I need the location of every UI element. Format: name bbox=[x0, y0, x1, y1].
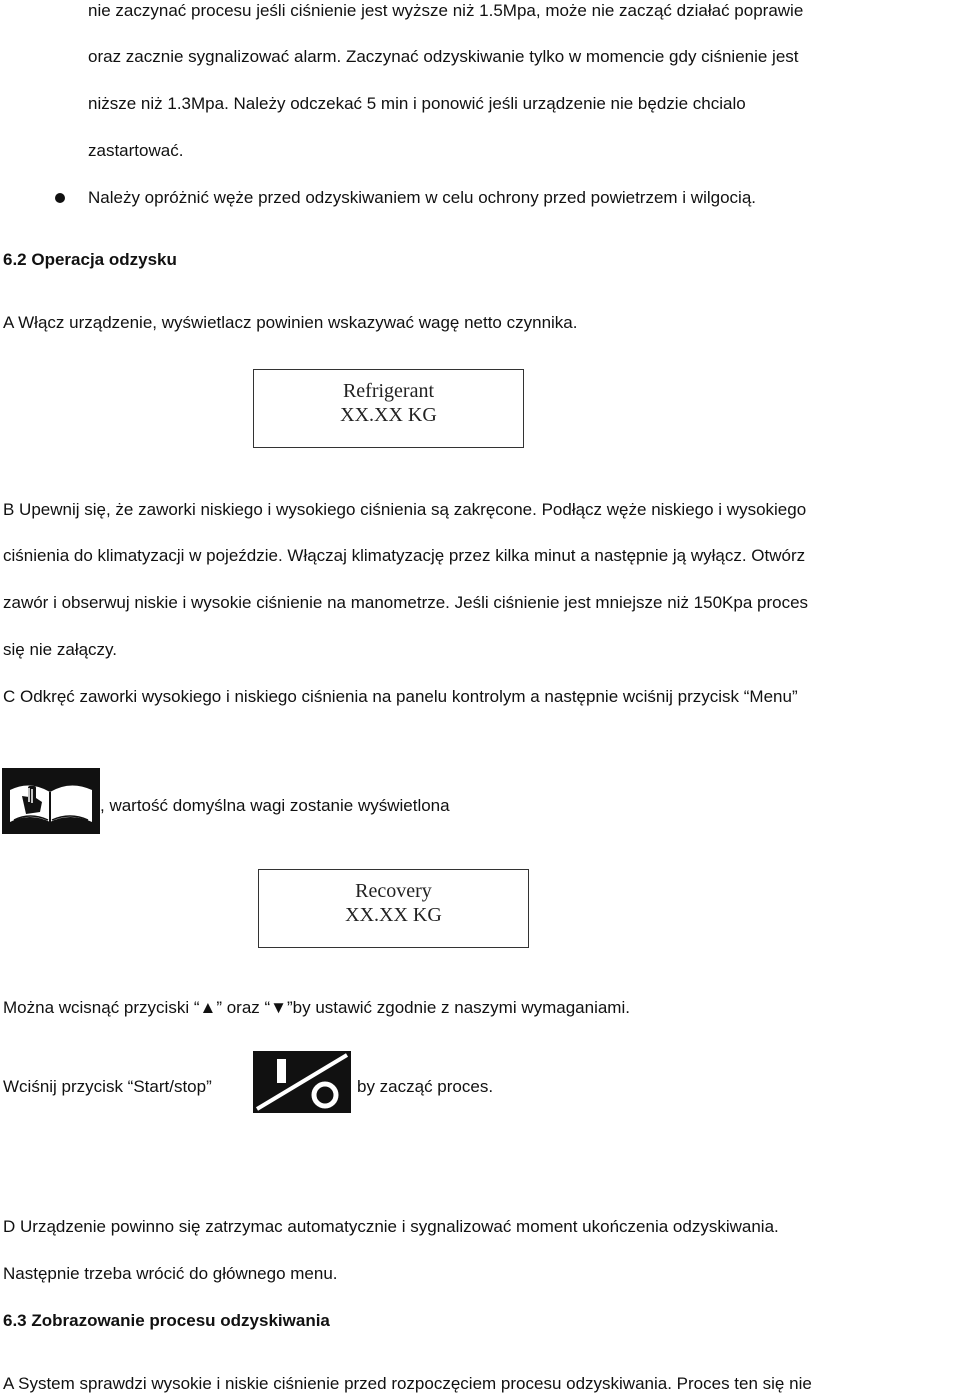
start-stop-icon bbox=[253, 1051, 351, 1113]
arrow-down-icon: ▼ bbox=[270, 998, 287, 1017]
display-refrigerant bbox=[253, 369, 524, 448]
step-a-text: A Włącz urządzenie, wyświetlacz powinien wskazywać wagę netto czynnika. bbox=[3, 313, 578, 332]
paragraph-line: niższe niż 1.3Mpa. Należy odczekać 5 min i ponowić jeśli urządzenie nie będzie chcialo bbox=[88, 94, 746, 113]
paragraph-line: nie zaczynać procesu jeśli ciśnienie jest wyższe niż 1.5Mpa, może nie zacząć działać poprawie bbox=[88, 1, 804, 20]
section-heading-6-2: 6.2 Operacja odzysku bbox=[3, 250, 177, 269]
arrows-text-post: ”by ustawić zgodnie z naszymi wymaganiami. bbox=[287, 998, 630, 1017]
display-recovery bbox=[258, 869, 529, 948]
step-d-line: D Urządzenie powinno się zatrzymac automatycznie i sygnalizować moment ukończenia odzyskiwania. bbox=[3, 1217, 779, 1236]
display-line-value: XX.XX KG bbox=[340, 404, 437, 426]
start-stop-text-post: by zacząć proces. bbox=[357, 1077, 494, 1096]
arrow-buttons-line bbox=[3, 997, 630, 1019]
display-line-label: Refrigerant bbox=[342, 380, 435, 402]
step-b-line: się nie załączy. bbox=[3, 640, 118, 659]
section-heading-6-3: 6.3 Zobrazowanie procesu odzyskiwania bbox=[3, 1311, 330, 1330]
display-line-label: Recovery bbox=[355, 880, 432, 902]
bullet-text: Należy opróżnić węże przed odzyskiwaniem w celu ochrony przed powietrzem i wilgocią. bbox=[88, 188, 757, 207]
step-b-line: zawór i obserwuj niskie i wysokie ciśnienie na manometrze. Jeśli ciśnienie jest mniejsze niż 150Kpa proces bbox=[3, 593, 809, 612]
last-line: A System sprawdzi wysokie i niskie ciśnienie przed rozpoczęciem procesu odzyskiwania. Proces ten się nie bbox=[3, 1374, 812, 1393]
arrows-text-pre: Można wcisnąć przyciski “ bbox=[3, 998, 200, 1017]
menu-description: , wartość domyślna wagi zostanie wyświetlona bbox=[100, 796, 450, 815]
bullet-icon bbox=[55, 193, 65, 203]
step-d-line: Następnie trzeba wrócić do głównego menu. bbox=[3, 1264, 338, 1283]
paragraph-line: oraz zacznie sygnalizować alarm. Zaczynać odzyskiwanie tylko w momencie gdy ciśnienie jest bbox=[88, 47, 799, 66]
step-b-line: ciśnienia do klimatyzacji w pojeździe. Włączaj klimatyzację przez kilka minut a następnie ją wyłącz. Otwórz bbox=[3, 546, 806, 565]
step-b-line: B Upewnij się, że zaworki niskiego i wysokiego ciśnienia są zakręcone. Podłącz węże niskiego i wysokiego bbox=[3, 500, 807, 519]
step-c-text: C Odkręć zaworki wysokiego i niskiego ciśnienia na panelu kontrolym a następnie wciśnij przycisk “Menu” bbox=[3, 687, 798, 706]
arrows-text-mid: ” oraz “ bbox=[216, 998, 271, 1017]
paragraph-line: zastartować. bbox=[88, 141, 184, 160]
start-stop-text-pre: Wciśnij przycisk “Start/stop” bbox=[3, 1077, 212, 1096]
menu-book-icon bbox=[2, 768, 100, 834]
arrow-up-icon: ▲ bbox=[199, 998, 217, 1017]
display-line-value: XX.XX KG bbox=[345, 904, 442, 926]
